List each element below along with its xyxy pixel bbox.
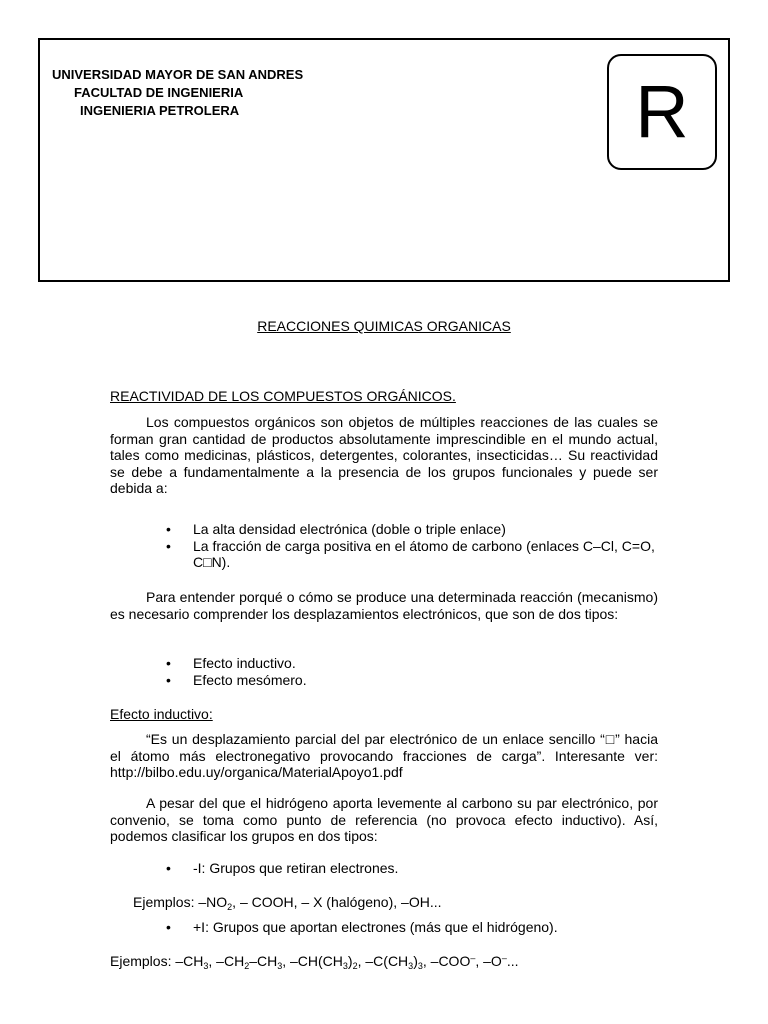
inductive-definition: “Es un desplazamiento parcial del par electrónico de un enlace sencillo “□” hacia el átomo más electronegativo provocando fracciones de carga”. Interesante ver: http://bilbo.edu.uy/organica/MaterialApoyo1.pdf	[110, 731, 658, 780]
list-item: • -I: Grupos que retiran electrones.	[166, 860, 399, 876]
reactivity-paragraph: Los compuestos orgánicos son objetos de múltiples reacciones de las cuales se forman gran cantidad de productos absolutamente imprescindible en el mundo actual, tales como medicinas, plásticos, detergentes, colorantes, insecticidas… Su reactividad se debe a fundamentalmente a la presencia de los grupos funcionales y puede ser debida a:	[110, 414, 658, 496]
header-box	[38, 38, 730, 282]
list-item: • Efecto mesómero.	[166, 671, 307, 688]
bullet-icon: •	[166, 537, 171, 554]
logo-letter: R	[635, 70, 689, 153]
bullet-icon: •	[166, 860, 171, 876]
plus-i-list	[166, 919, 658, 936]
section-heading-inductive: Efecto inductivo:	[110, 706, 213, 722]
bullet-icon: •	[166, 671, 171, 688]
logo	[607, 54, 717, 170]
bullet-icon: •	[166, 521, 171, 537]
document-title-text: REACCIONES QUIMICAS ORGANICAS	[257, 318, 511, 334]
list-item: • Efecto inductivo.	[166, 655, 296, 671]
university-name: UNIVERSIDAD MAYOR DE SAN ANDRES	[52, 67, 304, 82]
mechanism-paragraph: Para entender porqué o cómo se produce una determinada reacción (mecanismo) es necesario comprender los desplazamientos electrónicos, que son de dos tipos:	[110, 589, 658, 622]
bullet-icon: •	[166, 919, 171, 935]
list-item: • +I: Grupos que aportan electrones (más que el hidrógeno).	[166, 919, 558, 935]
list-item: • La fracción de carga positiva en el átomo de carbono (enlaces C–Cl, C=O, C□N).	[166, 537, 655, 570]
list-item: • La alta densidad electrónica (doble o triple enlace)	[166, 521, 506, 537]
department-name: INGENIERIA PETROLERA	[80, 103, 240, 118]
faculty-name: FACULTAD DE INGENIERIA	[74, 85, 244, 100]
document-title	[0, 318, 768, 334]
effects-list	[166, 655, 658, 688]
examples-plus-i: Ejemplos: $-CH_3$, $-CH_2-CH_3$, $-CH(CH_3)_2$, $-C(CH_3)_3$, –COO–, –O–...	[110, 953, 519, 971]
minus-i-list	[166, 860, 658, 877]
hydrogen-paragraph: A pesar del que el hidrógeno aporta levemente al carbono su par electrónico, por convenio, se toma como punto de referencia (no provoca efecto inductivo). Así, podemos clasificar los grupos en dos tipos:	[110, 795, 658, 844]
reactivity-list	[166, 521, 658, 571]
examples-minus-i: Ejemplos: $-NO_2$, – COOH, – X (halógeno), –OH...	[133, 894, 442, 912]
bullet-icon: •	[166, 655, 171, 671]
section-heading-reactivity: REACTIVIDAD DE LOS COMPUESTOS ORGÁNICOS.	[110, 388, 456, 404]
